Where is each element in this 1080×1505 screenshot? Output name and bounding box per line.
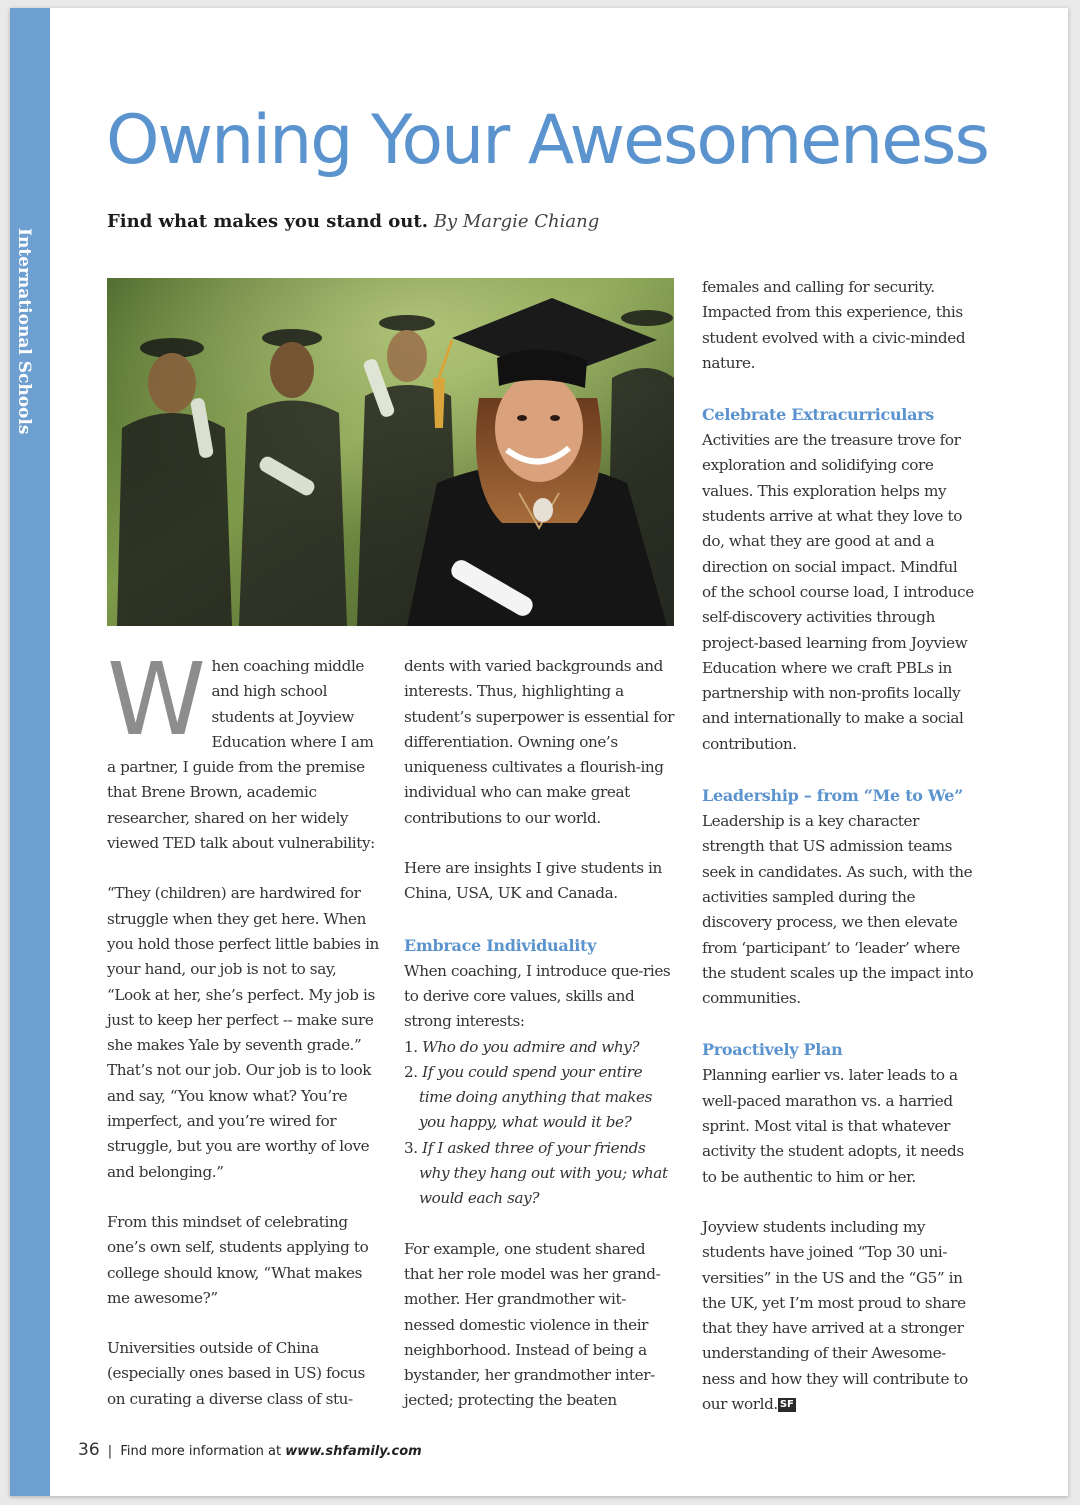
- article-title: Owning Your Awesomeness: [106, 101, 988, 180]
- graduate-photo: [107, 278, 674, 626]
- article-subline: [107, 211, 599, 232]
- insights-paragraph: Here are insights I give students in China, USA, UK and Canada.: [404, 859, 662, 903]
- list-item: 1. Who do you admire and why?: [404, 1037, 640, 1056]
- leadership-paragraph: Leadership is a key character strength that US admission teams seek in candidates. As such, with the activities sampled during the discovery process, we then elevate from ‘participant’ to ‘leader’ where the student scales up the impact into communities.: [702, 812, 974, 1008]
- example-paragraph: For example, one student shared that her role model was her grand-mother. Her grandmother wit-nessed domestic violence in their neighborhood. Instead of being a bystander, her grandmother inter-jected; protecting the beaten: [404, 1239, 661, 1410]
- planning-paragraph: Planning earlier vs. later leads to a well-paced marathon vs. a harried sprint. Most vital is that whatever activity the student adopts, it needs to be authentic to him or her.: [702, 1066, 964, 1186]
- page-footer: [78, 1440, 422, 1460]
- article-byline: By Margie Chiang: [433, 211, 600, 232]
- heading-proactively-plan: Proactively Plan: [702, 1040, 843, 1060]
- drop-cap: W: [107, 641, 206, 758]
- question-list: [404, 1035, 676, 1212]
- mindset-paragraph: From this mindset of celebrating one’s own self, students applying to college should know, “What makes me awesome?”: [107, 1212, 369, 1307]
- differentiation-paragraph: dents with varied backgrounds and interests. Thus, highlighting a student’s superpower is essential for differentiation. Owning one’s uniqueness cultivates a flourish-ing individual who can make great contributions to our world.: [404, 657, 674, 827]
- footer-website-link[interactable]: www.shfamily.com: [285, 1444, 422, 1459]
- civic-paragraph: females and calling for security. Impacted from this experience, this student evolved with a civic-minded nature.: [702, 278, 966, 372]
- heading-celebrate-extracurriculars: Celebrate Extracurriculars: [702, 405, 934, 425]
- footer-text: Find more information at: [120, 1444, 282, 1459]
- article-column-2: [404, 654, 676, 1439]
- heading-embrace-individuality: Embrace Individuality: [404, 935, 597, 955]
- page-number: 36: [78, 1440, 100, 1460]
- intro-paragraph: When coaching middle and high school students at Joyview Education where I am a partner, I guide from the premise that Brene Brown, academic researcher, shared on her widely viewed TED talk about vulnerability:: [107, 641, 375, 853]
- article-deck: Find what makes you stand out.: [107, 211, 428, 232]
- closing-paragraph: Joyview students including my students have joined “Top 30 uni-versities” in the US and the “G5” in the UK, yet I’m most proud to share that they have arrived at a stronger understanding of their Awesome-ness and how they will contribute to our world. SF: [702, 1217, 968, 1413]
- activities-paragraph: Activities are the treasure trove for exploration and solidifying core values. This exploration helps my students arrive at what they love to do, what they are good at and a direction on social impact. Mindful of the school course load, I introduce self-discovery activities through project-based learning from Joyview Education where we craft PBLs in partnership with non-profits locally and internationally to make a social contribution.: [702, 431, 974, 753]
- sf-end-mark: SF: [779, 1398, 794, 1410]
- quote-paragraph: “They (children) are hardwired for struggle when they get here. When you hold those perfect little babies in your hand, our job is not to say, “Look at her, she’s perfect. My job is just to keep her perfect -- make sure she makes Yale by seventh grade.” That’s not our job. Our job is to look and say, “You know what? You’re imperfect, and you’re wired for struggle, but you are worthy of love and belonging.”: [107, 884, 379, 1181]
- list-item: 3. If I asked three of your friends why they hang out with you; what would each say?: [404, 1138, 668, 1208]
- article-column-1: [107, 641, 379, 1437]
- universities-paragraph: Universities outside of China (especially ones based in US) focus on curating a diverse class of stu-: [107, 1339, 365, 1408]
- coaching-paragraph: When coaching, I introduce que-ries to derive core values, skills and strong interests:: [404, 961, 671, 1031]
- article-column-3: [702, 275, 974, 1442]
- heading-leadership: Leadership – from “Me to We”: [702, 786, 964, 806]
- list-item: 2. If you could spend your entire time doing anything that makes you happy, what would it be?: [404, 1062, 653, 1132]
- footer-separator: |: [107, 1444, 113, 1459]
- section-label: International Schools: [14, 228, 34, 435]
- magazine-page: [10, 8, 1068, 1496]
